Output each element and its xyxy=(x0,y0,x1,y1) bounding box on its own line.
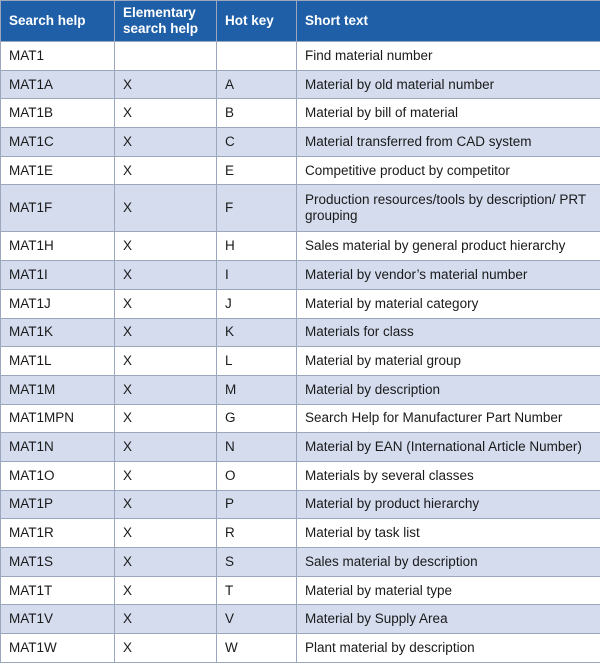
cell-short-text: Material by material type xyxy=(297,576,600,605)
cell-elementary: X xyxy=(115,99,217,128)
cell-elementary: X xyxy=(115,289,217,318)
cell-hot-key: C xyxy=(217,128,297,157)
table-row xyxy=(1,605,600,634)
table-row xyxy=(1,433,600,462)
header-search-help: Search help xyxy=(1,1,115,42)
cell-search-help: MAT1V xyxy=(1,605,115,634)
cell-short-text: Sales material by general product hierarchy xyxy=(297,232,600,261)
cell-search-help: MAT1C xyxy=(1,128,115,157)
cell-hot-key: I xyxy=(217,261,297,290)
table-row xyxy=(1,404,600,433)
cell-hot-key: M xyxy=(217,375,297,404)
cell-elementary: X xyxy=(115,347,217,376)
cell-hot-key: K xyxy=(217,318,297,347)
cell-elementary: X xyxy=(115,490,217,519)
table-row xyxy=(1,461,600,490)
table-row xyxy=(1,490,600,519)
cell-short-text: Material by product hierarchy xyxy=(297,490,600,519)
cell-elementary: X xyxy=(115,375,217,404)
cell-search-help: MAT1B xyxy=(1,99,115,128)
table-row xyxy=(1,156,600,185)
table-row xyxy=(1,548,600,577)
cell-search-help: MAT1L xyxy=(1,347,115,376)
cell-elementary: X xyxy=(115,261,217,290)
cell-hot-key: R xyxy=(217,519,297,548)
cell-short-text: Production resources/tools by description/ PRT grouping xyxy=(297,185,600,232)
cell-search-help: MAT1K xyxy=(1,318,115,347)
table-row xyxy=(1,375,600,404)
cell-short-text: Material by vendor’s material number xyxy=(297,261,600,290)
cell-hot-key: O xyxy=(217,461,297,490)
cell-search-help: MAT1E xyxy=(1,156,115,185)
table-row xyxy=(1,99,600,128)
cell-elementary: X xyxy=(115,461,217,490)
cell-hot-key: E xyxy=(217,156,297,185)
cell-elementary: X xyxy=(115,128,217,157)
cell-short-text: Material by material category xyxy=(297,289,600,318)
cell-search-help: MAT1 xyxy=(1,42,115,71)
cell-search-help: MAT1N xyxy=(1,433,115,462)
cell-search-help: MAT1P xyxy=(1,490,115,519)
cell-short-text: Material by description xyxy=(297,375,600,404)
cell-search-help: MAT1MPN xyxy=(1,404,115,433)
cell-short-text: Material by task list xyxy=(297,519,600,548)
cell-search-help: MAT1I xyxy=(1,261,115,290)
cell-short-text: Material by bill of material xyxy=(297,99,600,128)
cell-short-text: Plant material by description xyxy=(297,634,600,663)
cell-short-text: Material transferred from CAD system xyxy=(297,128,600,157)
cell-search-help: MAT1O xyxy=(1,461,115,490)
header-hot-key: Hot key xyxy=(217,1,297,42)
cell-elementary: X xyxy=(115,433,217,462)
cell-elementary xyxy=(115,42,217,71)
cell-hot-key: J xyxy=(217,289,297,318)
cell-search-help: MAT1M xyxy=(1,375,115,404)
table-row xyxy=(1,70,600,99)
table-row xyxy=(1,289,600,318)
header-elementary-search-help: Elementary search help xyxy=(115,1,217,42)
table-row xyxy=(1,576,600,605)
cell-search-help: MAT1R xyxy=(1,519,115,548)
table-body xyxy=(1,42,600,663)
cell-hot-key: A xyxy=(217,70,297,99)
table-header xyxy=(1,1,600,42)
cell-elementary: X xyxy=(115,548,217,577)
cell-hot-key: B xyxy=(217,99,297,128)
cell-short-text: Material by material group xyxy=(297,347,600,376)
table-row xyxy=(1,261,600,290)
table-row xyxy=(1,232,600,261)
cell-elementary: X xyxy=(115,404,217,433)
table-row xyxy=(1,318,600,347)
cell-short-text: Materials for class xyxy=(297,318,600,347)
cell-short-text: Materials by several classes xyxy=(297,461,600,490)
table-row xyxy=(1,519,600,548)
cell-short-text: Competitive product by competitor xyxy=(297,156,600,185)
cell-elementary: X xyxy=(115,605,217,634)
cell-hot-key: F xyxy=(217,185,297,232)
cell-hot-key: L xyxy=(217,347,297,376)
header-short-text: Short text xyxy=(297,1,600,42)
cell-search-help: MAT1S xyxy=(1,548,115,577)
table-row xyxy=(1,347,600,376)
cell-hot-key: T xyxy=(217,576,297,605)
cell-elementary: X xyxy=(115,318,217,347)
cell-short-text: Material by EAN (International Article Number) xyxy=(297,433,600,462)
cell-hot-key: P xyxy=(217,490,297,519)
cell-hot-key: N xyxy=(217,433,297,462)
cell-search-help: MAT1H xyxy=(1,232,115,261)
cell-search-help: MAT1W xyxy=(1,634,115,663)
cell-elementary: X xyxy=(115,519,217,548)
header-row xyxy=(1,1,600,42)
cell-hot-key: G xyxy=(217,404,297,433)
cell-elementary: X xyxy=(115,576,217,605)
cell-short-text: Sales material by description xyxy=(297,548,600,577)
cell-hot-key: S xyxy=(217,548,297,577)
cell-search-help: MAT1T xyxy=(1,576,115,605)
cell-short-text: Search Help for Manufacturer Part Number xyxy=(297,404,600,433)
table-row xyxy=(1,128,600,157)
table-row xyxy=(1,634,600,663)
cell-elementary: X xyxy=(115,232,217,261)
cell-hot-key: V xyxy=(217,605,297,634)
cell-search-help: MAT1A xyxy=(1,70,115,99)
cell-hot-key: H xyxy=(217,232,297,261)
cell-short-text: Find material number xyxy=(297,42,600,71)
cell-elementary: X xyxy=(115,70,217,99)
cell-hot-key xyxy=(217,42,297,71)
table-row xyxy=(1,42,600,71)
cell-elementary: X xyxy=(115,634,217,663)
cell-elementary: X xyxy=(115,156,217,185)
cell-short-text: Material by old material number xyxy=(297,70,600,99)
cell-search-help: MAT1F xyxy=(1,185,115,232)
cell-hot-key: W xyxy=(217,634,297,663)
table-row xyxy=(1,185,600,232)
cell-short-text: Material by Supply Area xyxy=(297,605,600,634)
cell-search-help: MAT1J xyxy=(1,289,115,318)
cell-elementary: X xyxy=(115,185,217,232)
